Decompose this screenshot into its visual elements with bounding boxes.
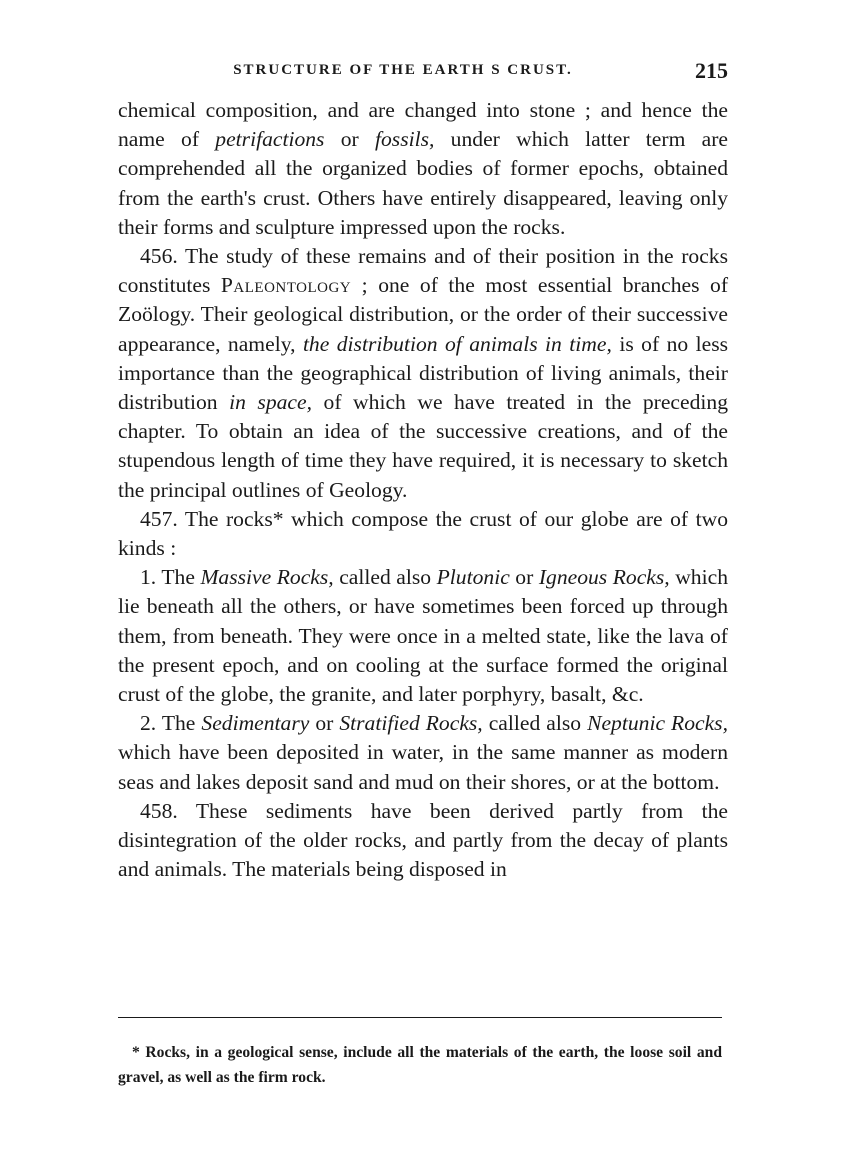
text-run: is of no less importance than the geographical distribution of living animals, their distribution (118, 331, 729, 415)
text-run: chemical composition, and are changed into stone ; and hence the name of (118, 98, 728, 152)
body-text (118, 96, 728, 884)
text-run: which lie beneath all the others, or have sometimes been forced up through them, from beneath. They were once in a melted state, like the lava of the present epoch, and on cooling at the surface formed the original crust of the globe, the granite, and later porphyry, basalt, &c. (118, 565, 728, 707)
text-run: or (309, 711, 340, 736)
text-run: under which latter term are comprehended all the organized bodies of former epochs, obtained from the earth's crust. Others have entirely disappeared, leaving only their forms and sculpture impressed upon the rocks. (118, 127, 728, 239)
text-run: of which we have treated in the preceding chapter. To obtain an idea of the successive creations, and of the stupendous length of time they have required, it is necessary to sketch the principal outlines of Geology. (118, 390, 728, 502)
list-item-sedimentary-rocks (118, 709, 728, 797)
text-run: 458. These sediments have been derived partly from the disintegration of the older rocks, and partly from the decay of plants and animals. The materials being disposed in (118, 798, 728, 882)
text-run: 2. The (140, 711, 202, 736)
paragraph-457 (118, 505, 728, 563)
text-run: called also (482, 711, 588, 736)
italic-term: Sedimentary (201, 711, 310, 736)
page-number: 215 (695, 58, 728, 83)
running-head (118, 58, 728, 88)
italic-phrase: the distribution of animals in time, (302, 331, 612, 356)
italic-term: Stratified Rocks, (339, 711, 483, 736)
paragraph-456 (118, 242, 728, 505)
footnote-text: * Rocks, in a geological sense, include all the materials of the earth, the loose soil and gravel, as well as the firm rock. (118, 1044, 722, 1086)
book-page (118, 58, 728, 884)
italic-term: fossils, (375, 127, 435, 152)
paragraph-458 (118, 797, 728, 885)
text-run: ; one of the most essential branches of Zoölogy. Their geological distribution, or the order of their successive appearance, namely, (118, 273, 729, 356)
running-title: STRUCTURE OF THE EARTH S CRUST. (233, 62, 573, 78)
italic-term: Neptunic Rocks, (587, 711, 728, 736)
italic-phrase: in space, (229, 390, 312, 415)
text-run: called also (333, 565, 437, 590)
list-item-massive-rocks (118, 563, 728, 709)
paragraph-continued (118, 96, 728, 242)
italic-term: petrifactions (215, 127, 325, 152)
text-run: or (324, 127, 375, 152)
text-run: 457. The rocks* which compose the crust of our globe are of two kinds : (118, 506, 728, 561)
text-run: 456. The study of these remains and of their position in the rocks constitutes (118, 244, 728, 298)
text-run: which have been deposited in water, in the same manner as modern seas and lakes deposit sand and mud on their shores, or at the bottom. (118, 740, 728, 794)
footnote-rule (118, 1017, 722, 1018)
small-caps-term: Paleontology (220, 273, 352, 298)
text-run: 1. The (140, 565, 201, 590)
italic-term: Plutonic (436, 565, 510, 590)
footnote (118, 1040, 722, 1090)
italic-term: Massive Rocks, (200, 565, 334, 590)
text-run: or (509, 565, 539, 590)
italic-term: Igneous Rocks, (538, 565, 670, 590)
